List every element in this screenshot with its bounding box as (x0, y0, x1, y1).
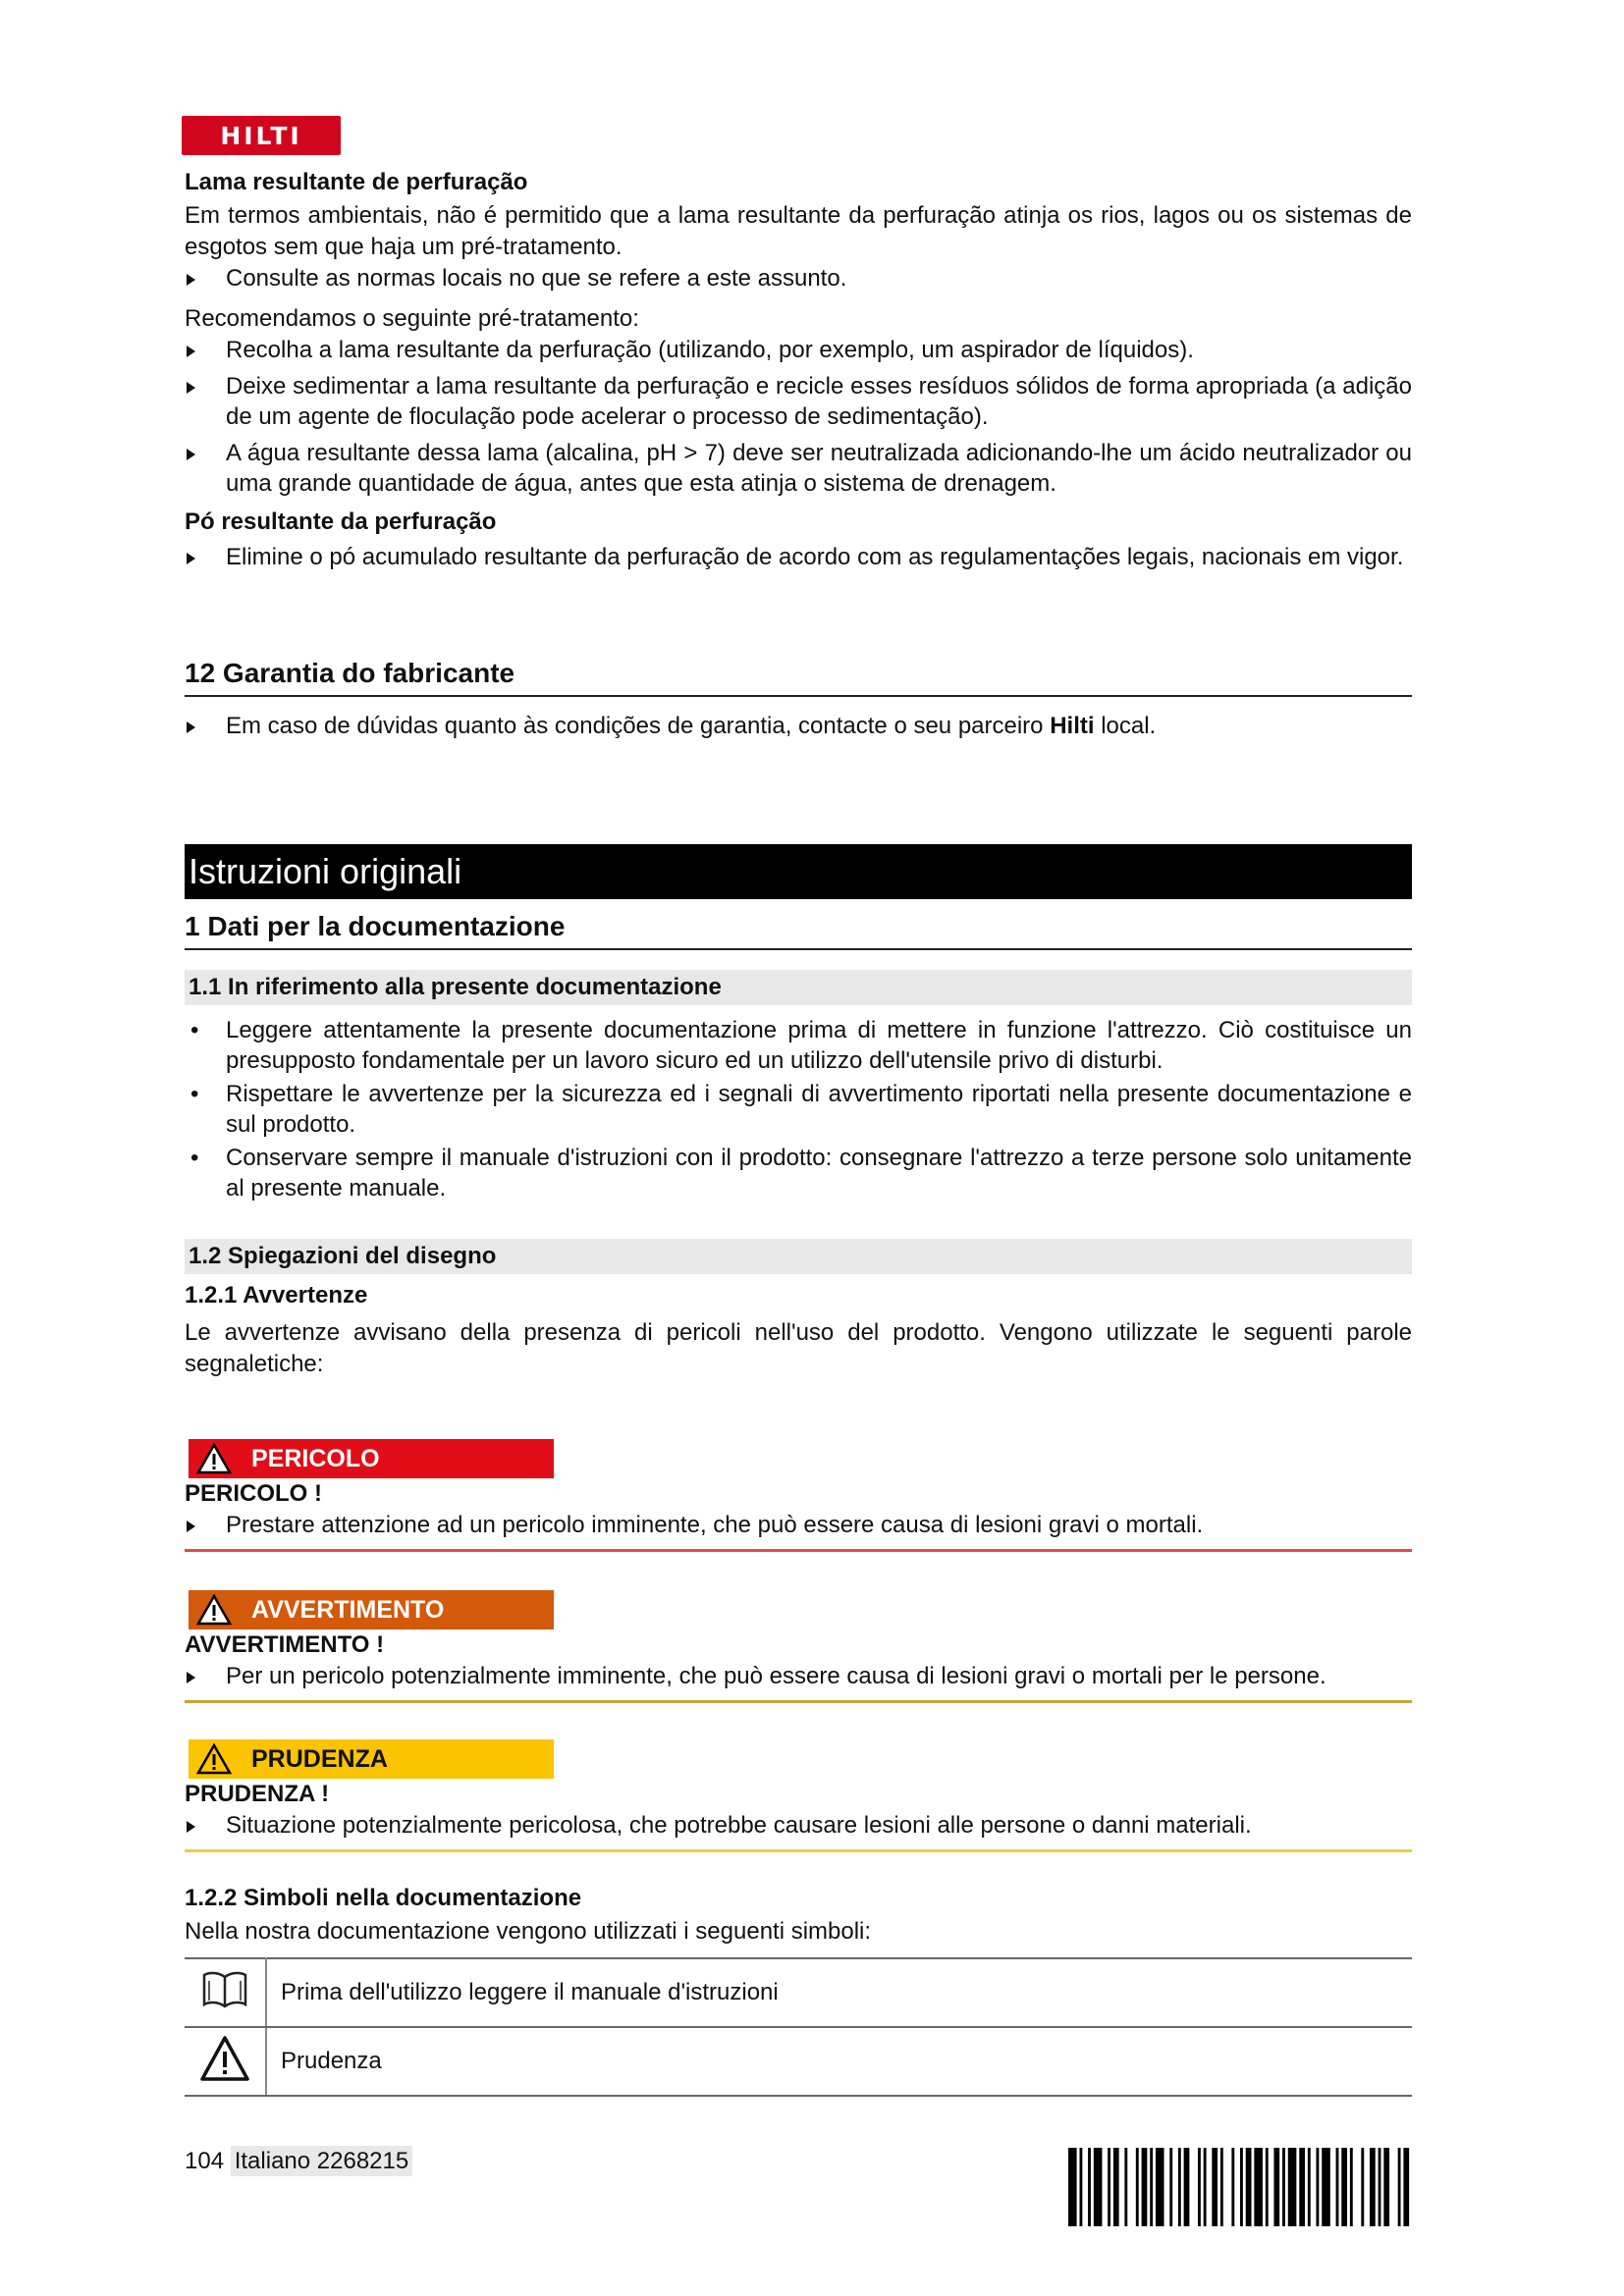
barcode-bar (1124, 2148, 1127, 2226)
lama-bullet: Consulte as normas locais no que se refere a este assunto. (185, 263, 1412, 294)
symbol-text: Prima dell'utilizzo leggere il manuale d'istruzioni (266, 1958, 1412, 2027)
barcode-bar (1212, 2148, 1218, 2226)
pericolo-signal-bar: PERICOLO (189, 1439, 554, 1478)
avvertimento-bullet: Per un pericolo potenzialmente imminente, che può essere causa di lesioni gravi o mortali per le persone. (185, 1661, 1412, 1691)
pericolo-heading: PERICOLO ! (185, 1480, 323, 1507)
avvertimento-rule (185, 1700, 1412, 1703)
warning-triangle-icon (199, 2035, 250, 2082)
bullet-triangle-icon (187, 449, 195, 460)
barcode-bar (1379, 2148, 1381, 2226)
prudenza-rule (185, 1849, 1412, 1852)
footer-language: Italiano (234, 2148, 311, 2174)
barcode-bar (1246, 2148, 1252, 2226)
barcode-bar (1094, 2148, 1103, 2226)
page-number: 104 (185, 2148, 225, 2174)
avvertimento-heading: AVVERTIMENTO ! (185, 1631, 385, 1658)
barcode-bar (1398, 2148, 1401, 2226)
barcode-bar (1178, 2148, 1181, 2226)
barcode-bar (1350, 2148, 1353, 2226)
page-footer (185, 2148, 412, 2175)
avvertimento-signal-bar: AVVERTIMENTO (189, 1590, 554, 1629)
hilti-logo: HILTI (182, 116, 341, 155)
symbol-text: Prudenza (266, 2027, 1412, 2096)
bullet-triangle-icon (187, 1821, 195, 1833)
barcode-bar (1079, 2148, 1082, 2226)
barcode-bar (1361, 2148, 1364, 2226)
bullet-triangle-icon (187, 721, 195, 733)
barcode-bar (1204, 2148, 1207, 2226)
bullet-triangle-icon (187, 382, 195, 394)
warning-triangle-icon (196, 1594, 232, 1626)
barcode-bar (1240, 2148, 1243, 2226)
subsection-1-2-1-heading: 1.2.1 Avvertenze (185, 1282, 368, 1308)
subsection-1-2-2-heading: 1.2.2 Simboli nella documentazione (185, 1885, 582, 1911)
barcode-bar (1108, 2148, 1110, 2226)
lama-heading: Lama resultante de perfuração (185, 169, 528, 195)
barcode-bar (1088, 2148, 1091, 2226)
barcode-bar (1273, 2148, 1279, 2226)
bullet-triangle-icon (187, 346, 195, 357)
prudenza-heading: PRUDENZA ! (185, 1781, 330, 1807)
barcode-bar (1383, 2148, 1389, 2226)
recommend-bullet-1: Recolha a lama resultante da perfuração (utilizando, por exemplo, um aspirador de líquidos). (185, 335, 1412, 365)
prudenza-block (185, 1781, 1412, 1841)
barcode-bar (1299, 2148, 1305, 2226)
barcode-bar (1220, 2148, 1223, 2226)
barcode-bar (1254, 2148, 1263, 2226)
simboli-intro: Nella nostra documentazione vengono utilizzati i seguenti simboli: (185, 1918, 872, 1945)
warranty-heading: 12 Garantia do fabricante (185, 658, 1412, 697)
warranty-bullet: Em caso de dúvidas quanto às condições de garantia, contacte o seu parceiro Hilti local. (185, 711, 1412, 741)
table-row (185, 2027, 1412, 2096)
barcode-bar (1198, 2148, 1201, 2226)
barcode-bar (1282, 2148, 1285, 2226)
doc-number: 2268215 (316, 2148, 409, 2174)
point-3: • Conservare sempre il manuale d'istruzioni con il prodotto: consegnare l'attrezzo a terze persone solo unitamente al presente manuale. (190, 1145, 1412, 1201)
barcode-bar (1266, 2148, 1269, 2226)
recommend-bullet-3: A água resultante dessa lama (alcalina, pH > 7) deve ser neutralizada adicionando-lhe um ácido neutralizador ou uma grande quantidade de água, antes que esta atinja o sistema de drenagem. (185, 438, 1412, 499)
prudenza-signal-bar: PRUDENZA (189, 1739, 554, 1779)
subsection-1-1-heading: 1.1 In riferimento alla presente documentazione (185, 970, 1412, 1005)
barcode-bar (1150, 2148, 1153, 2226)
barcode-bar (1341, 2148, 1347, 2226)
barcode-bar (1336, 2148, 1339, 2226)
pt-lama-section (185, 169, 1412, 572)
recommend-intro: Recomendamos o seguinte pré-tratamento: (185, 305, 639, 332)
bullet-triangle-icon (187, 1672, 195, 1683)
symbols-table (185, 1957, 1412, 2097)
prudenza-bullet: Situazione potenzialmente pericolosa, che potrebbe causare lesioni alle persone o danni materiali. (185, 1810, 1412, 1841)
subsection-1-2-heading: 1.2 Spiegazioni del disegno (185, 1239, 1412, 1274)
lama-text: Em termos ambientais, não é permitido que a lama resultante da perfuração atinja os rios, lagos ou os sistemas de esgotos sem que haja um pré-tratamento. (185, 202, 1412, 260)
point-1: • Leggere attentamente la presente documentazione prima di mettere in funzione l'attrezzo. Ciò costituisce un presupposto fondamentale per un lavoro sicuro ed un utilizzo dell'utensile privo di disturbi. (190, 1017, 1412, 1074)
barcode-bar (1370, 2148, 1376, 2226)
barcode-bar (1113, 2148, 1119, 2226)
barcode (1068, 2148, 1412, 2226)
avvertimento-block (185, 1631, 1412, 1691)
warning-triangle-icon (196, 1743, 232, 1775)
barcode-bar (1184, 2148, 1190, 2226)
recommend-bullet-2: Deixe sedimentar a lama resultante da perfuração e recicle esses resíduos sólidos de forma apropriada (a adição de um agente de floculação pode acelerar o processo de sedimentação). (185, 371, 1412, 432)
barcode-bar (1231, 2148, 1234, 2226)
barcode-bar (1136, 2148, 1139, 2226)
warranty-section (185, 658, 1412, 741)
it-documentation-section (185, 844, 1412, 1380)
barcode-bar (1156, 2148, 1164, 2226)
barcode-bar (1322, 2148, 1330, 2226)
chapter-title: Istruzioni originali (185, 844, 1412, 899)
barcode-bar (1068, 2148, 1077, 2226)
pericolo-block (185, 1480, 1412, 1540)
table-row (185, 1958, 1412, 2027)
pericolo-rule (185, 1549, 1412, 1552)
barcode-bar (1288, 2148, 1297, 2226)
warranty-brand: Hilti (1050, 713, 1095, 739)
bullet-triangle-icon (187, 1521, 195, 1532)
po-bullet: Elimine o pó acumulado resultante da perfuração de acordo com as regulamentações legais, nacionais em vigor. (185, 542, 1412, 572)
barcode-bar (1308, 2148, 1311, 2226)
pericolo-bullet: Prestare attenzione ad un pericolo imminente, che può essere causa di lesioni gravi o mortali. (185, 1510, 1412, 1540)
avvertenze-text: Le avvertenze avvisano della presenza di pericoli nell'uso del prodotto. Vengono utilizzate le seguenti parole segnaletiche: (185, 1319, 1412, 1377)
barcode-bar (1403, 2148, 1409, 2226)
warning-triangle-icon (196, 1443, 232, 1474)
bullet-triangle-icon (187, 274, 195, 286)
point-2: • Rispettare le avvertenze per la sicurezza ed i segnali di avvertimento riportati nella presente documentazione e sul prodotto. (190, 1081, 1412, 1138)
po-heading: Pó resultante da perfuração (185, 508, 497, 535)
book-icon (200, 1969, 249, 2010)
barcode-bar (1142, 2148, 1148, 2226)
symbols-section (185, 1885, 1412, 2097)
section-1-heading: 1 Dati per la documentazione (185, 911, 1412, 950)
bullet-triangle-icon (187, 553, 195, 564)
barcode-bar (1169, 2148, 1172, 2226)
barcode-bar (1316, 2148, 1319, 2226)
